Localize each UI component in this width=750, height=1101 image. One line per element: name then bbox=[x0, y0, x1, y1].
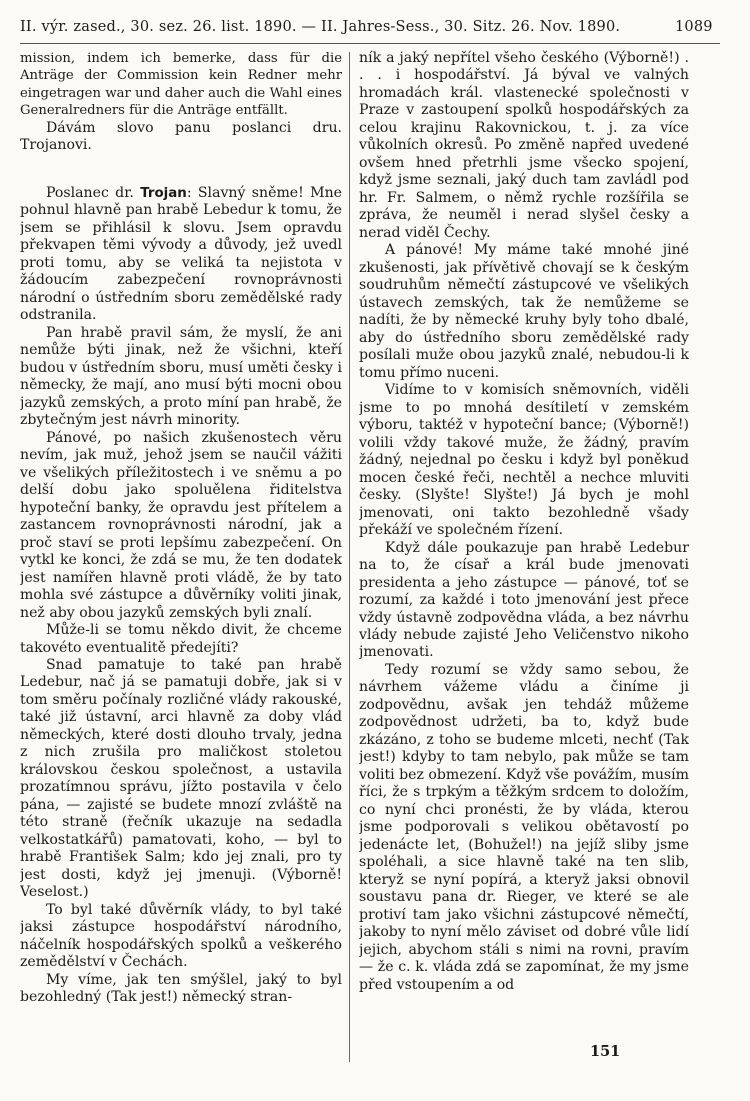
chair-announcement: Dávám slovo panu poslanci dru. Trojanovi. bbox=[20, 119, 342, 154]
paragraph: To byl také důvěrník vlády, to byl také jaksi zástupce hospodářství národního, náčelník hospodářských spolků a veškerého zemědělství v Čechách. bbox=[20, 901, 342, 971]
speaker-prefix: Poslanec dr. bbox=[46, 184, 141, 201]
running-header bbox=[20, 17, 720, 44]
paragraph: My víme, jak ten smýšlel, jaký to byl bezohledný (Tak jest!) německý stran- bbox=[20, 971, 342, 1006]
paragraph: Když dále poukazuje pan hrabě Ledebur na to, že císař a král bude jmenovati presidenta a jeho zástupce — pánové, toť se rozumí, za každé i toto jmenování jest přece vždy ústavně zodpovědna vláda, a bez návrhu vlády nebude zajisté Jeho Veličenstvo nikoho jmenovati. bbox=[359, 539, 689, 661]
paragraph: Snad pamatuje to také pan hrabě Ledebur, nač já se pamatuji dobře, jak si v tom směru počínaly rozličné vlády rakouské, také již ústavní, arci hlavně za doby vlád německých, které dosti dlouho trvaly, jedna z nich zrušila pro maličkost stoletou královskou českou společnost, a ustavila prozatímnou správu, jížto postavila v čelo pána, — zajisté se budete mnozí zvláště na této straně (řečník ukazuje na sedadla velkostatkářů) pamatovati, koho, — byl to hrabě František Salm; kdo jej znali, pro ty jest dosti, když jej jmenuji. (Výborně! Veselost.) bbox=[20, 656, 342, 901]
paragraph: Tedy rozumí se vždy samo sebou, že návrhem vážeme vládu a činíme ji zodpovědnu, avšak jen tehdáž můžeme zodpovědnost udržeti, ba to, když bude zkázáno, z toho se budeme mlceti, nechť (Tak jest!) kdyby to tam nebylo, pak může se tam voliti bez obmezení. Když vše povážím, musím říci, že s trpkým a těžkým srdcem to doložím, co nyní chci pronésti, že by vláda, kterou jsme podporovali s velikou obětavostí po jedenácte let, (Bohužel!) na jejíž sliby jsme spoléhali, a sice hlavně také na ten slib, kteryž se nyní popírá, a kteryž jaksi obnovil soustavu pana dr. Rieger, ve které se ale protiví tam jako všichni zástupcové němečtí, jakoby to nyní mělo záviset od dobré vůle lidí jejich, abychom stáli s nimi na rovni, pravím — že c. k. vláda zdá se zapomínat, že my jsme před vstoupením a od bbox=[359, 661, 689, 993]
paragraph: Pan hrabě pravil sám, že myslí, že ani nemůže býti jinak, než že všichni, kteří budou v ústředním sboru, musí uměti česky i německy, že mají, ano musí býti mocni obou jazyků zemských, a proto míní pan hrabě, že zbytečným jest návrh minority. bbox=[20, 324, 342, 429]
left-column bbox=[20, 50, 342, 1007]
header-page-number: 1089 bbox=[675, 19, 713, 35]
paragraph: Může-li se tomu někdo divit, že chceme takovéto eventualitě předejíti? bbox=[20, 622, 342, 656]
header-session-label: II. výr. zased., 30. sez. 26. list. 1890. — II. Jahres-Sess., 30. Sitz. 26. Nov. 1890. bbox=[20, 19, 621, 35]
paragraph: ník a jaký nepřítel všeho českého (Výborně!) . . . i hospodářství. Já býval ve valných hromadách král. vlastenecké společnosti v Praze v zastoupení spolků hospodářských za celou krajinu Rakovnickou, t. j. za více vůkolních okresů. Po změně napřed uvedené ovšem hned přetrhli jsme všecko spojení, když jsme seznali, jaký duch tam zavládl pod hr. Fr. Salmem, o němž rychle rozšířila se zpráva, že neuměl i nerad slyšel česky a nerad viděl Čechy. bbox=[359, 50, 689, 241]
speech-opening bbox=[20, 185, 342, 325]
folio-number: 151 bbox=[590, 1043, 621, 1060]
german-paragraph: mission, indem ich bemerke, dass für die Anträge der Commission kein Redner mehr eingetragen war und daher auch die Wahl eines Generalredners für die Anträge entfällt. bbox=[20, 51, 342, 119]
speaker-name: Trojan bbox=[140, 185, 187, 201]
paragraph: Vidíme to v komisích sněmovních, viděli jsme to po mnohá desítiletí v zemském výboru, taktéž v hypoteční bance; (Výborně!) volili vždy takové muže, že žádný, pravím žádný, nejednal po česku i když byl poněkud mocen české řeči, nechtěl a nechce mluviti česky. (Slyšte! Slyšte!) Já bych je mohl jmenovati, oni takto bezohledně všady překáží ve společném řízení. bbox=[359, 382, 689, 539]
speech-opening-text: : Slavný sněme! Mne pohnul hlavně pan hrabě Lebedur k tomu, že jsem se přihlásil k slovu. Jsem opravdu překvapen těmi vývody a důvody, jež uvedl proti tomu, aby se veliká ta nejistota v žádoucím zabezpečení rovnoprávnosti národní o ústředním sboru zemědělské rady odstranila. bbox=[20, 184, 342, 324]
paragraph: Pánové, po našich zkušenostech věru nevím, jak muž, jehož jsem se naučil vážiti ve všelikých příležitostech i ve sněmu a po delší dobu jako spoluělena řiditelstva hypoteční banky, že opravdu jest přítelem a zastancem rovnoprávnosti národní, jak a proč staví se proti lepšímu zabezpečení. On vytkl ke konci, že zdá se mu, že ten dodatek jest namířen hlavně proti vládě, že by tato mohla své zástupce a důvěrníky voliti jinak, než aby obou jazyků zemských byli znalí. bbox=[20, 429, 342, 621]
column-divider bbox=[349, 52, 350, 1062]
paragraph: A pánové! My máme také mnohé jiné zkušenosti, jak přívětivě chovají se k českým soudruhům němečtí zástupcové ve všelikých ústavech zemských, tak že nemůžeme se nadíti, že by německé kruhy byly toho dbalé, aby do ústředního sboru zemědělské rady posílali muže obou jazyků znalé, nebudou-li k tomu přímo nuceni. bbox=[359, 242, 689, 381]
right-column bbox=[359, 50, 689, 994]
